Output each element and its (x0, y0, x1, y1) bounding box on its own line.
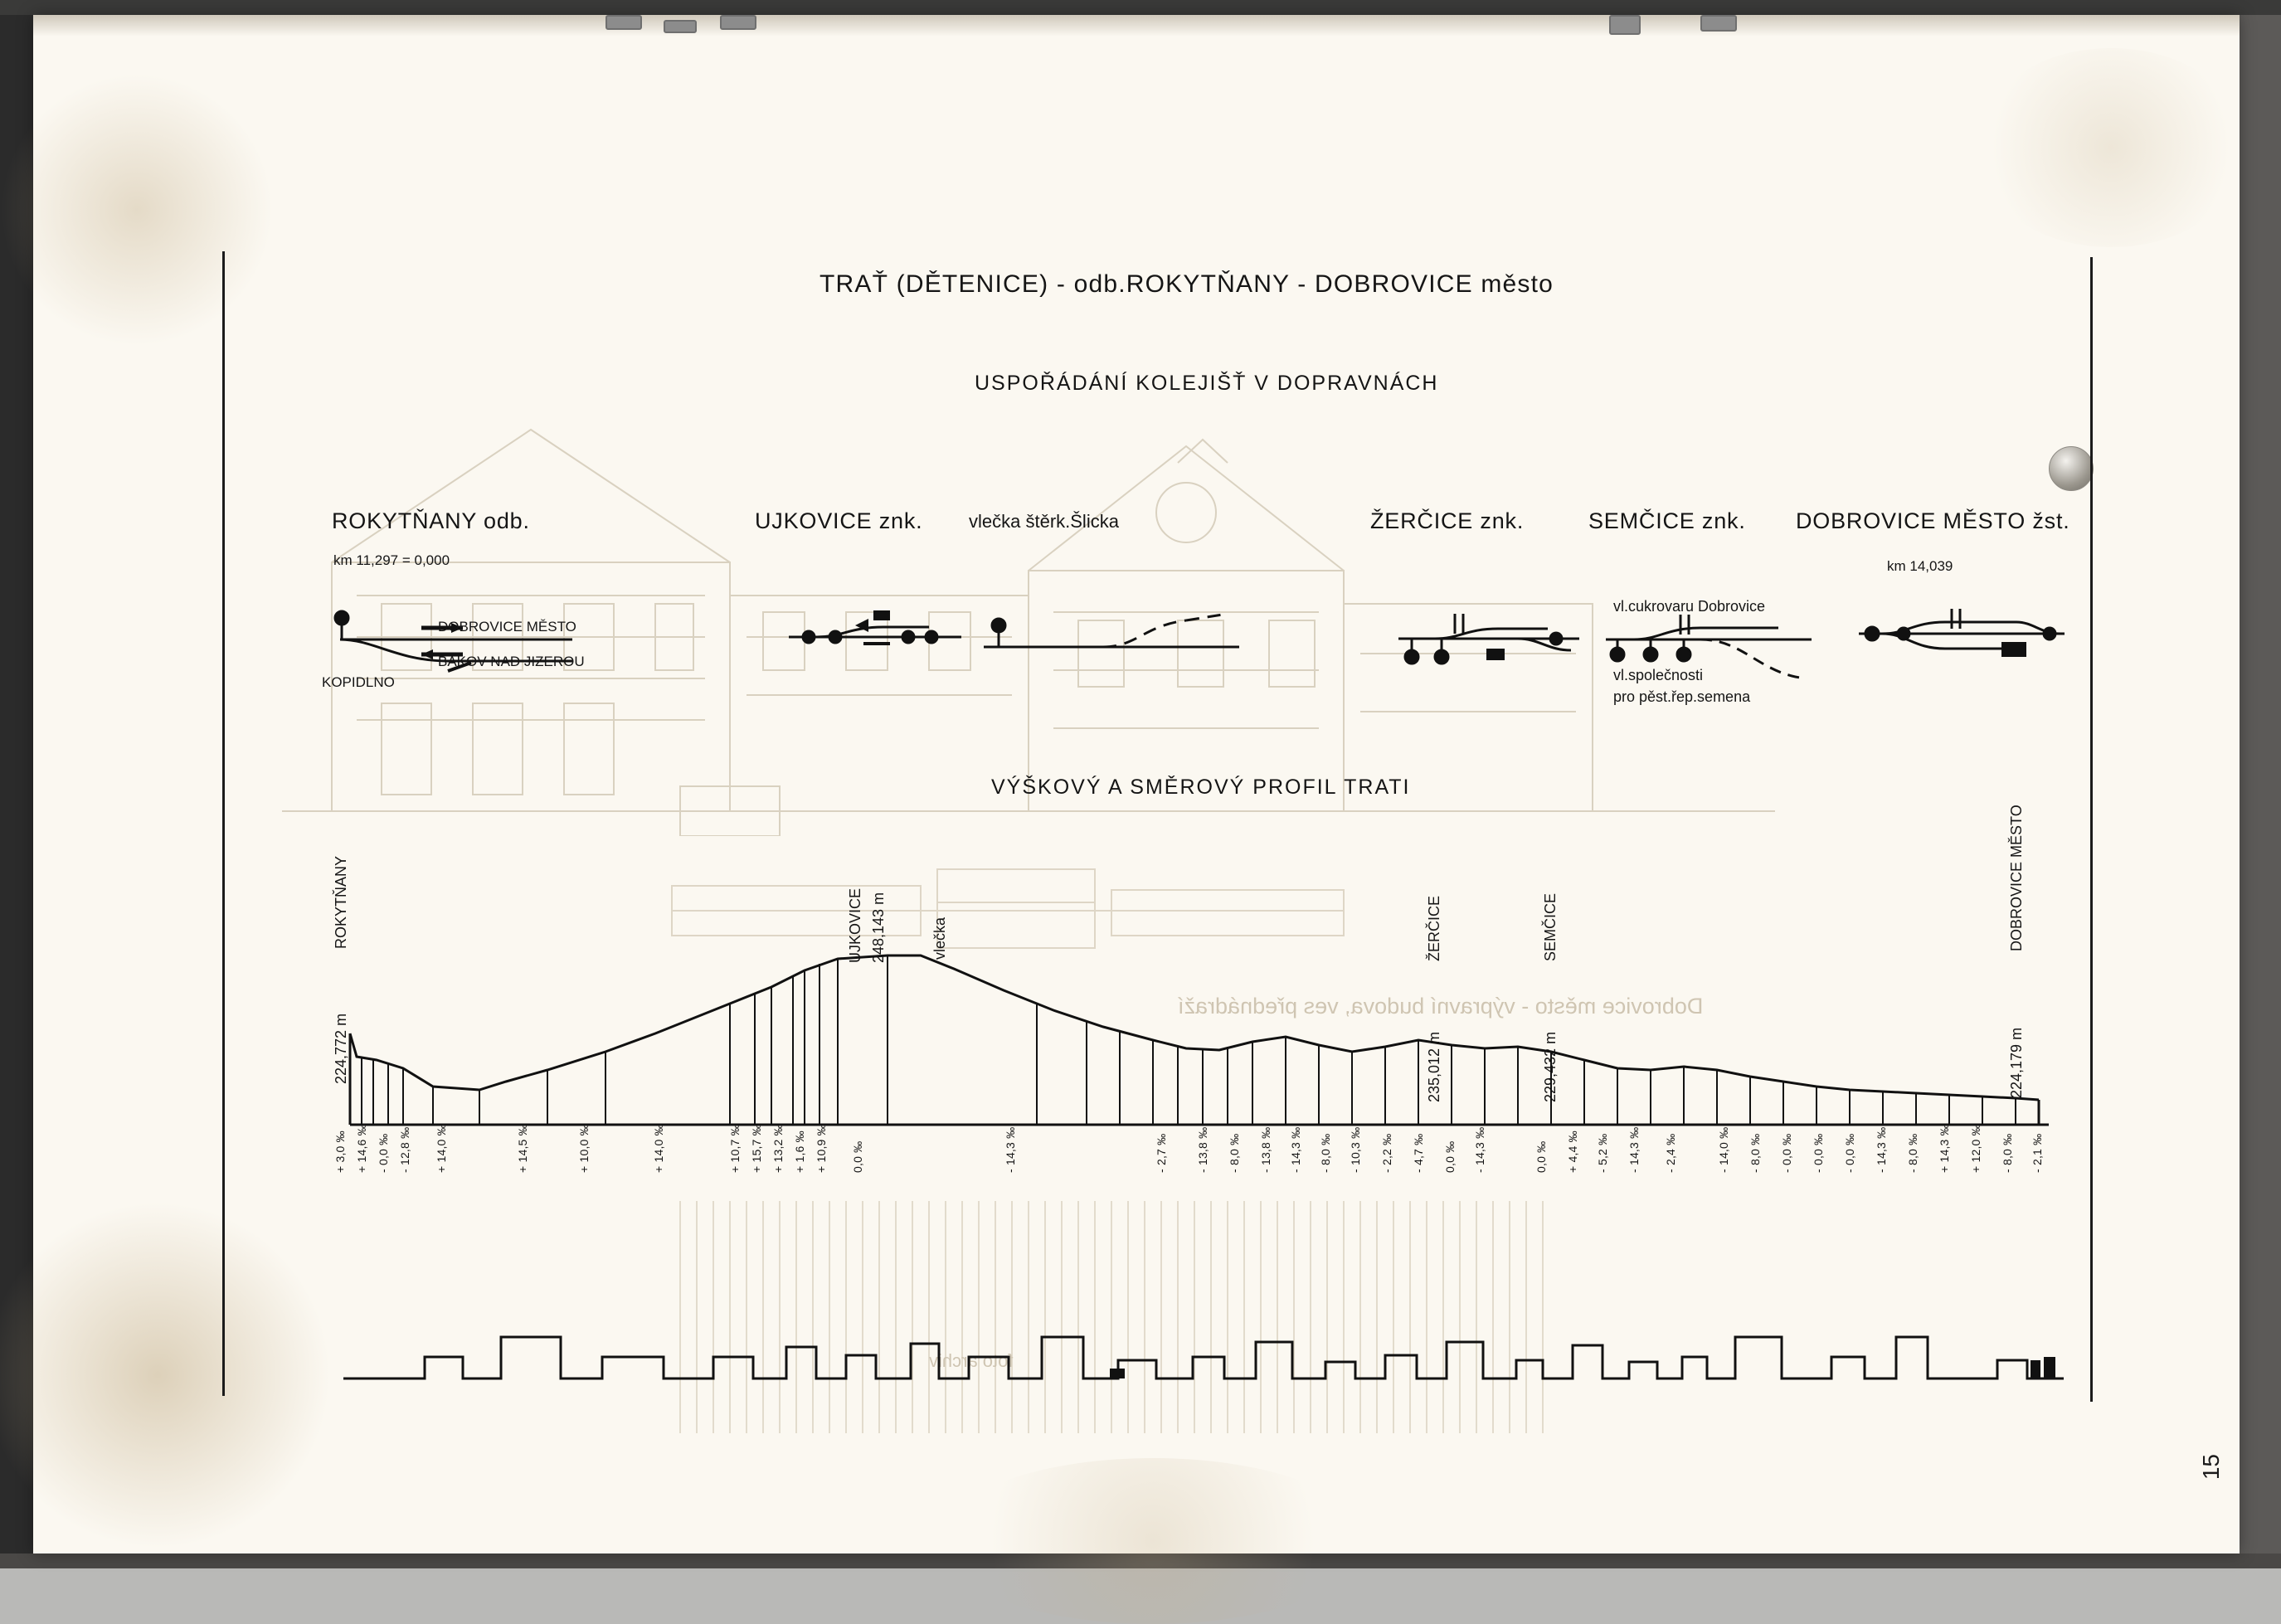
gradient-label: - 2,2 ‰ (1380, 1134, 1393, 1173)
profile-altitude-semcice: 229,432 m (1542, 1032, 1559, 1102)
gradient-label: - 14,3 ‰ (1627, 1127, 1641, 1173)
profile-elevation-diagram (340, 936, 2065, 1135)
profile-label-semcice: SEMČICE (1542, 893, 1559, 961)
ghost-building-artwork (282, 322, 1775, 836)
profile-altitude-ujkovice: 248,143 m (870, 892, 888, 963)
profile-altitude-rokytnany: 224,772 m (333, 1014, 350, 1084)
gradient-label: - 4,7 ‰ (1412, 1134, 1425, 1173)
gradient-label: + 14,0 ‰ (435, 1124, 448, 1173)
paper-stain (0, 73, 274, 347)
section-title-profile: VÝŠKOVÝ A SMĚROVÝ PROFIL TRATI (991, 776, 1411, 800)
gradient-label: + 14,3 ‰ (1938, 1124, 1951, 1173)
binder-clip (1609, 15, 1641, 35)
gradient-label: + 10,0 ‰ (577, 1124, 591, 1173)
binder-clip (606, 15, 642, 30)
gradient-label: - 14,3 ‰ (1289, 1127, 1302, 1173)
scan-border-right (2240, 0, 2281, 1568)
frame-rule-left (222, 251, 225, 1396)
layout-station-km-dobrovice: km 14,039 (1887, 558, 1953, 575)
gradient-label: - 8,0 ‰ (1319, 1134, 1332, 1173)
gradient-label: + 13,2 ‰ (771, 1124, 785, 1173)
layout-station-name-semcice: SEMČICE znk. (1588, 508, 1746, 534)
gradient-label: + 12,0 ‰ (1969, 1124, 1982, 1173)
layout-diagram-zercice (1393, 596, 1584, 678)
scan-border-bottom (0, 1553, 2281, 1568)
gradient-label: - 2,7 ‰ (1155, 1134, 1168, 1173)
gradient-label: + 3,0 ‰ (333, 1130, 347, 1173)
scan-border-top (0, 0, 2281, 15)
gradient-label: - 8,0 ‰ (2001, 1134, 2014, 1173)
gradient-label: + 4,4 ‰ (1566, 1130, 1579, 1173)
gradient-label: - 10,3 ‰ (1349, 1127, 1362, 1173)
layout-diagram-vlecka-slicka (979, 596, 1244, 670)
page-number: 15 (2198, 1454, 2225, 1480)
gradient-label: - 0,0 ‰ (1780, 1134, 1793, 1173)
gradient-label: - 0,0 ‰ (1812, 1134, 1825, 1173)
binder-clip (664, 20, 697, 33)
semcice-note-2: vl.společnosti (1613, 667, 1703, 684)
gradient-label: - 8,0 ‰ (1906, 1134, 1919, 1173)
ring-binder-hole (2049, 446, 2094, 491)
gradient-label: + 10,7 ‰ (728, 1124, 742, 1173)
profile-label-vlecka: vlečka (931, 917, 949, 960)
semcice-note-1: vl.cukrovaru Dobrovice (1613, 598, 1765, 615)
layout-direction-bakov: BAKOV NAD JIZEROU (438, 654, 585, 670)
layout-station-name-zercice: ŽERČICE znk. (1370, 508, 1524, 534)
paper-stain (937, 1458, 1369, 1624)
layout-station-km-rokytnany: km 11,297 = 0,000 (333, 552, 450, 569)
profile-label-dobrovice: DOBROVICE MĚSTO (2008, 805, 2026, 951)
paper-stain (1974, 48, 2248, 247)
gradient-label: - 8,0 ‰ (1748, 1134, 1762, 1173)
scan-border-left (0, 0, 33, 1568)
binder-clip (720, 15, 756, 30)
profile-label-zercice: ŽERČICE (1426, 896, 1443, 961)
binder-clip (1700, 15, 1737, 32)
gradient-label: + 10,9 ‰ (815, 1124, 828, 1173)
layout-direction-dobrovice: DOBROVICE MĚSTO (438, 619, 576, 635)
gradient-label: - 14,3 ‰ (1875, 1127, 1888, 1173)
frame-rule-right (2090, 257, 2093, 1402)
layout-station-name-vlecka-slicka: vlečka štěrk.Šlicka (969, 511, 1119, 532)
ghost-caption-line-1: Dobrovice město - výpravní budova, ves přednádraží (1178, 994, 1703, 1019)
gradient-label: + 14,0 ‰ (652, 1124, 665, 1173)
paper-top-edge (33, 15, 2240, 36)
gradient-label: 0,0 ‰ (1443, 1141, 1457, 1173)
gradient-label: + 15,7 ‰ (750, 1124, 763, 1173)
gradient-label: - 2,1 ‰ (2031, 1134, 2044, 1173)
gradient-label: - 14,3 ‰ (1004, 1127, 1017, 1173)
profile-alignment-diagram (338, 1309, 2072, 1400)
gradient-label: - 14,3 ‰ (1473, 1127, 1486, 1173)
profile-label-rokytnany: ROKYTŇANY (333, 856, 350, 949)
profile-altitude-dobrovice: 224,179 m (2008, 1028, 2026, 1098)
layout-station-name-ujkovice: UJKOVICE znk. (755, 508, 922, 534)
ghost-caption-line-2: foto archiv (929, 1350, 1014, 1372)
gradient-label: 0,0 ‰ (1534, 1141, 1548, 1173)
gradient-label: - 0,0 ‰ (1843, 1134, 1856, 1173)
layout-diagram-ujkovice (784, 596, 966, 670)
gradient-label: - 14,0 ‰ (1717, 1127, 1730, 1173)
gradient-label: - 5,2 ‰ (1596, 1134, 1609, 1173)
profile-label-ujkovice: UJKOVICE (847, 888, 864, 963)
gradient-label: - 2,4 ‰ (1664, 1134, 1677, 1173)
gradient-label: - 12,8 ‰ (398, 1127, 411, 1173)
gradient-label: - 0,0 ‰ (377, 1134, 390, 1173)
layout-direction-kopidlno: KOPIDLNO (322, 674, 395, 691)
layout-diagram-dobrovice (1854, 594, 2069, 685)
layout-station-name-dobrovice: DOBROVICE MĚSTO žst. (1796, 508, 2070, 534)
gradient-label: - 13,8 ‰ (1196, 1127, 1209, 1173)
gradient-label: 0,0 ‰ (851, 1141, 864, 1173)
profile-altitude-zercice: 235,012 m (1426, 1032, 1443, 1102)
semcice-note-3: pro pěst.řep.semena (1613, 688, 1750, 706)
document-page (33, 15, 2240, 1553)
section-title-layouts: USPOŘÁDÁNÍ KOLEJIŠŤ V DOPRAVNÁCH (975, 372, 1438, 396)
gradient-label: - 13,8 ‰ (1259, 1127, 1272, 1173)
paper-stain (0, 1201, 332, 1549)
layout-station-name-rokytnany: ROKYTŇANY odb. (332, 508, 530, 534)
gradient-label: - 8,0 ‰ (1228, 1134, 1241, 1173)
page-title: TRAŤ (DĚTENICE) - odb.ROKYTŇANY - DOBROVICE město (820, 270, 1554, 299)
gradient-label: + 14,5 ‰ (516, 1124, 529, 1173)
gradient-label: + 1,6 ‰ (793, 1130, 806, 1173)
gradient-label: + 14,6 ‰ (355, 1124, 368, 1173)
